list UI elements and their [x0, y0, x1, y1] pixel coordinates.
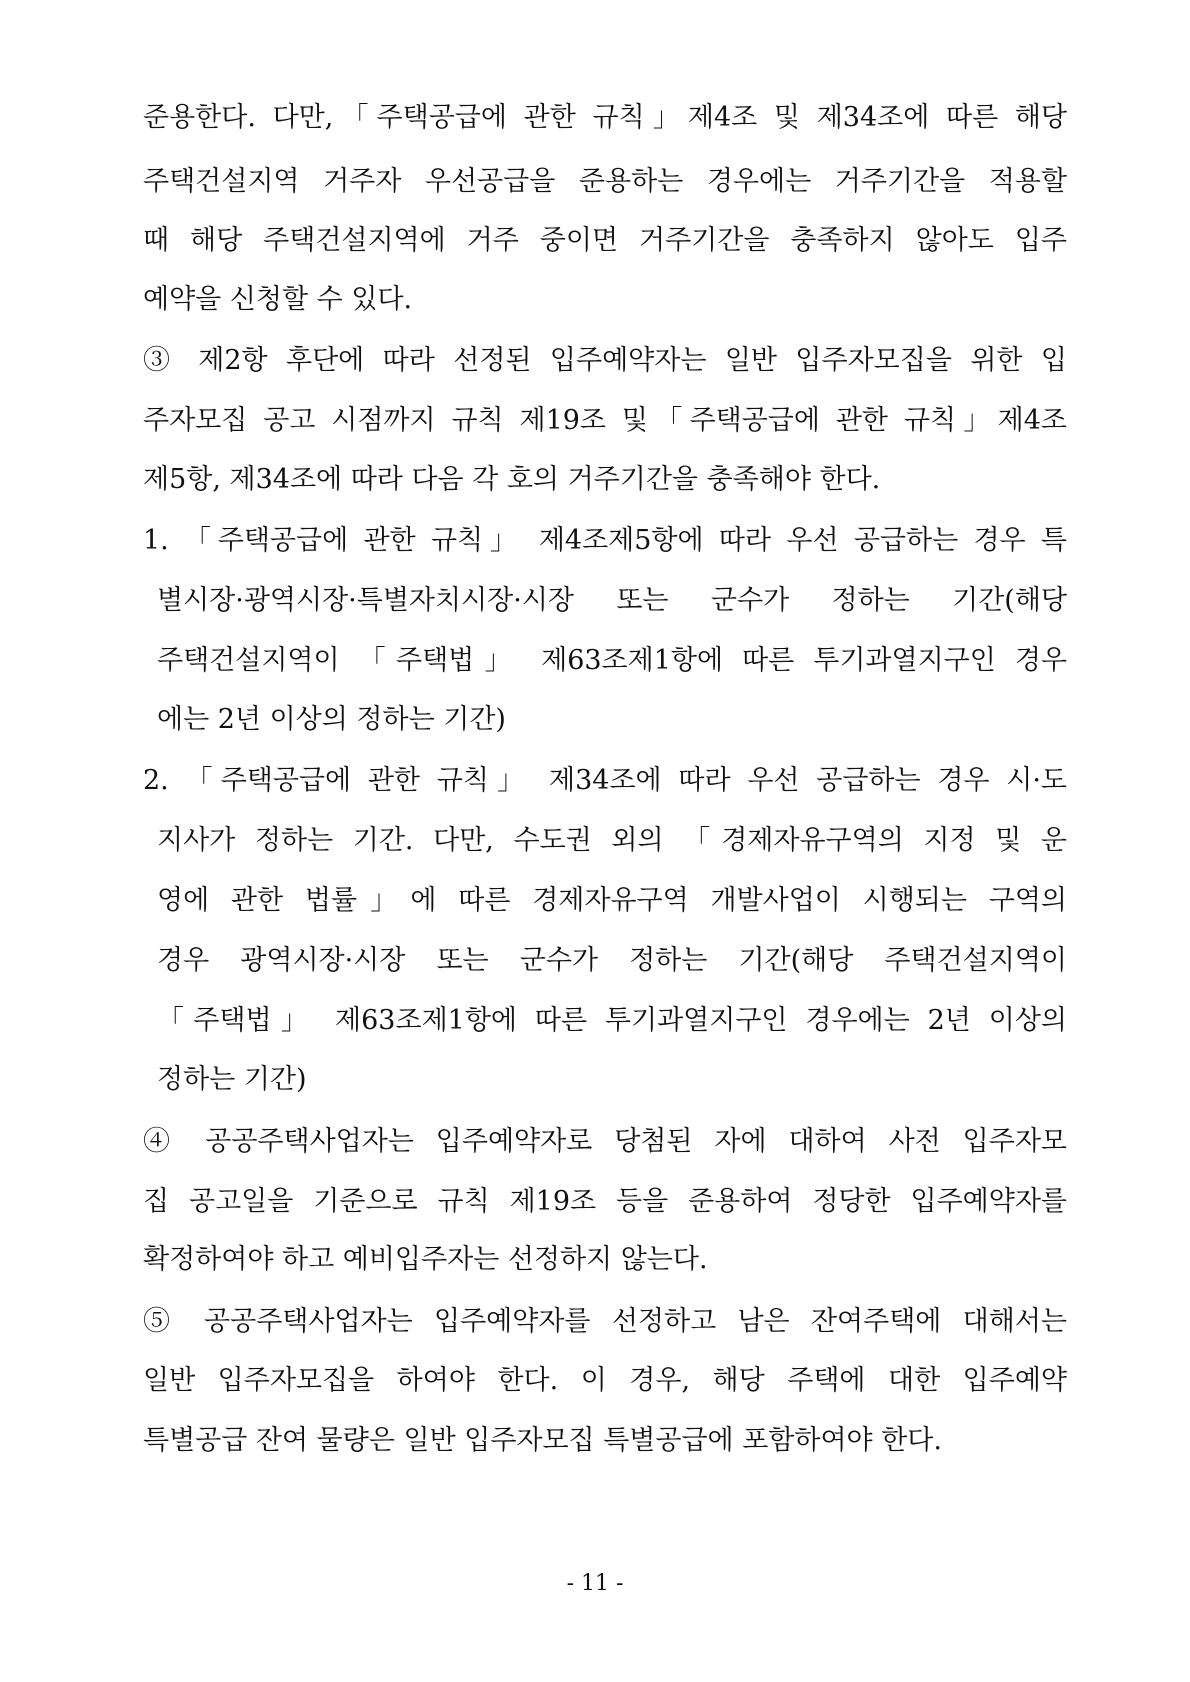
clause-5-line: 특별공급 잔여 물량은 일반 입주자모집 특별공급에 포함하여야 한다. [143, 1425, 942, 1456]
clause-5-line: ⑤ 공공주택사업자는 입주예약자를 선정하고 남은 잔여주택에 대해서는 [143, 1306, 1067, 1337]
item-1-line: 1. 「주택공급에 관한 규칙」 제4조제5항에 따라 우선 공급하는 경우 특 [143, 525, 1067, 556]
item-1-line: 별시장·광역시장·특별자치시장·시장 또는 군수가 정하는 기간(해당 [157, 585, 1067, 616]
clause-4-line: 집 공고일을 기준으로 규칙 제19조 등을 준용하여 정당한 입주예약자를 [143, 1186, 1067, 1217]
item-2-line: 정하는 기간) [157, 1064, 307, 1095]
clause-4-line: ④ 공공주택사업자는 입주예약자로 당첨된 자에 대하여 사전 입주자모 [143, 1126, 1067, 1157]
page-number: - 11 - [566, 1571, 624, 1596]
item-2-line: 지사가 정하는 기간. 다만, 수도권 외의 「경제자유구역의 지정 및 운 [157, 825, 1067, 856]
text-line: 준용한다. 다만,「주택공급에 관한 규칙」제4조 및 제34조에 따른 해당 [143, 102, 1067, 133]
item-2-line: 영에 관한 법률」에 따른 경제자유구역 개발사업이 시행되는 구역의 [157, 885, 1067, 916]
clause-4-line: 확정하여야 하고 예비입주자는 선정하지 않는다. [143, 1244, 708, 1275]
item-2-line: 「주택법」 제63조제1항에 따른 투기과열지구인 경우에는 2년 이상의 [157, 1005, 1067, 1036]
text-line: 예약을 신청할 수 있다. [143, 284, 413, 315]
text-line: 때 해당 주택건설지역에 거주 중이면 거주기간을 충족하지 않아도 입주 [143, 225, 1067, 256]
item-2-line: 2. 「주택공급에 관한 규칙」 제34조에 따라 우선 공급하는 경우 시·도 [143, 765, 1067, 796]
clause-3-line: 제5항, 제34조에 따라 다음 각 호의 거주기간을 충족해야 한다. [143, 464, 881, 495]
clause-5-line: 일반 입주자모집을 하여야 한다. 이 경우, 해당 주택에 대한 입주예약 [143, 1365, 1067, 1396]
text-line: 주택건설지역 거주자 우선공급을 준용하는 경우에는 거주기간을 적용할 [143, 166, 1067, 197]
clause-3-line: ③ 제2항 후단에 따라 선정된 입주예약자는 일반 입주자모집을 위한 입 [143, 345, 1067, 376]
item-1-line: 주택건설지역이 「주택법」 제63조제1항에 따른 투기과열지구인 경우 [157, 645, 1067, 676]
item-2-line: 경우 광역시장·시장 또는 군수가 정하는 기간(해당 주택건설지역이 [157, 945, 1067, 976]
clause-3-line: 주자모집 공고 시점까지 규칙 제19조 및「주택공급에 관한 규칙」제4조 [143, 405, 1067, 436]
item-1-line: 에는 2년 이상의 정하는 기간) [157, 704, 506, 735]
